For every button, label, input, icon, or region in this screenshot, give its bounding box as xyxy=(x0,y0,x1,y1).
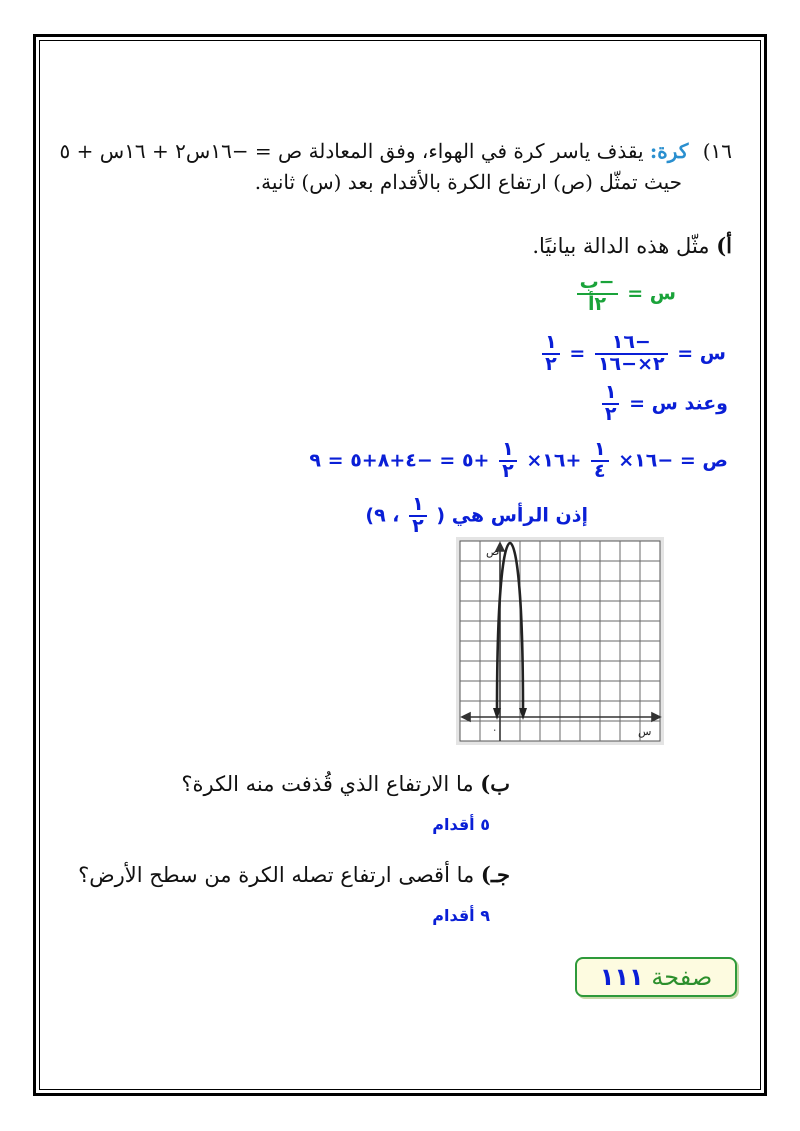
y-calc-lhs: ص = −١٦× xyxy=(618,449,728,472)
page-number-tag xyxy=(575,957,737,997)
part-a-label: أ) xyxy=(716,233,732,258)
graph-y-label: ص xyxy=(486,545,500,558)
graph-x-label: س xyxy=(638,725,652,738)
vertex-formula-fraction xyxy=(577,273,618,315)
y-calc-fraction-1 xyxy=(591,440,609,482)
part-c-label: جـ) xyxy=(480,862,510,887)
question-keyword: كرة: xyxy=(649,139,689,163)
vertex-formula-numerator: −ب xyxy=(577,273,618,295)
x-calc-numerator: −١٦ xyxy=(595,333,668,355)
substitute-x-numerator: ١ xyxy=(602,383,620,405)
part-c-text: ما أقصى ارتفاع تصله الكرة من سطح الأرض؟ xyxy=(78,863,475,887)
x-calc-result xyxy=(542,333,560,375)
x-calc-fraction xyxy=(595,333,668,375)
x-vertex-calculation xyxy=(539,333,726,375)
y-calc-fraction-2 xyxy=(499,440,517,482)
part-b-prompt xyxy=(181,771,510,796)
vertex-result-denominator: ٢ xyxy=(412,514,424,537)
part-a-prompt xyxy=(532,233,732,258)
graph-origin-label: ٠ xyxy=(492,725,498,736)
x-calc-result-denominator: ٢ xyxy=(545,352,557,375)
substitute-x-text: وعند س = xyxy=(629,392,728,415)
question-text-1: يقذف ياسر كرة في الهواء، وفق المعادلة ص = −١٦س٢ + ١٦س + ٥ xyxy=(59,139,644,163)
parabola-graph xyxy=(456,537,664,745)
vertex-result-end: ، ٩) xyxy=(365,504,400,527)
y-calc-f2-denominator: ٢ xyxy=(502,459,514,482)
part-b-label: ب) xyxy=(480,771,510,796)
vertex-formula-lhs: س = xyxy=(627,282,676,305)
substitute-x-fraction xyxy=(602,383,620,425)
y-calc-f2-numerator: ١ xyxy=(499,440,517,462)
graph-svg xyxy=(456,537,664,745)
part-c-answer: ٩ أقدام xyxy=(432,906,490,925)
page-number: ١١١ xyxy=(599,963,644,991)
page-label: صفحة xyxy=(651,963,713,991)
part-b-text: ما الارتفاع الذي قُذفت منه الكرة؟ xyxy=(181,772,474,796)
question-number: ١٦) xyxy=(702,139,732,163)
question-line-1 xyxy=(60,139,732,163)
vertex-result-text: إذن الرأس هي ( xyxy=(436,504,588,527)
x-calc-equals: = xyxy=(569,342,586,365)
y-calc-f1-numerator: ١ xyxy=(591,440,609,462)
vertex-formula xyxy=(574,273,676,315)
vertex-formula-denominator: ٢أ xyxy=(588,292,607,315)
y-calc-rest: +٥ = −٤+٨+٥ = ٩ xyxy=(309,449,490,472)
substitute-x-denominator: ٢ xyxy=(604,402,617,425)
substitute-x-line xyxy=(599,383,728,425)
x-calc-denominator: ٢×−١٦ xyxy=(597,352,665,375)
vertex-result-fraction xyxy=(409,495,427,537)
y-calc-middle: +١٦× xyxy=(526,449,582,472)
vertex-result xyxy=(365,495,588,537)
y-calc-f1-denominator: ٤ xyxy=(594,459,606,482)
vertex-result-numerator: ١ xyxy=(409,495,427,517)
question-line-2: حيث تمثّل (ص) ارتفاع الكرة بالأقدام بعد (س) ثانية. xyxy=(254,170,682,194)
y-vertex-calculation xyxy=(309,440,728,482)
part-c-prompt xyxy=(78,862,510,887)
part-b-answer: ٥ أقدام xyxy=(432,815,490,834)
part-a-text: مثّل هذه الدالة بيانيًا. xyxy=(532,234,710,258)
x-calc-lhs: س = xyxy=(677,342,726,365)
x-calc-result-numerator: ١ xyxy=(542,333,560,355)
